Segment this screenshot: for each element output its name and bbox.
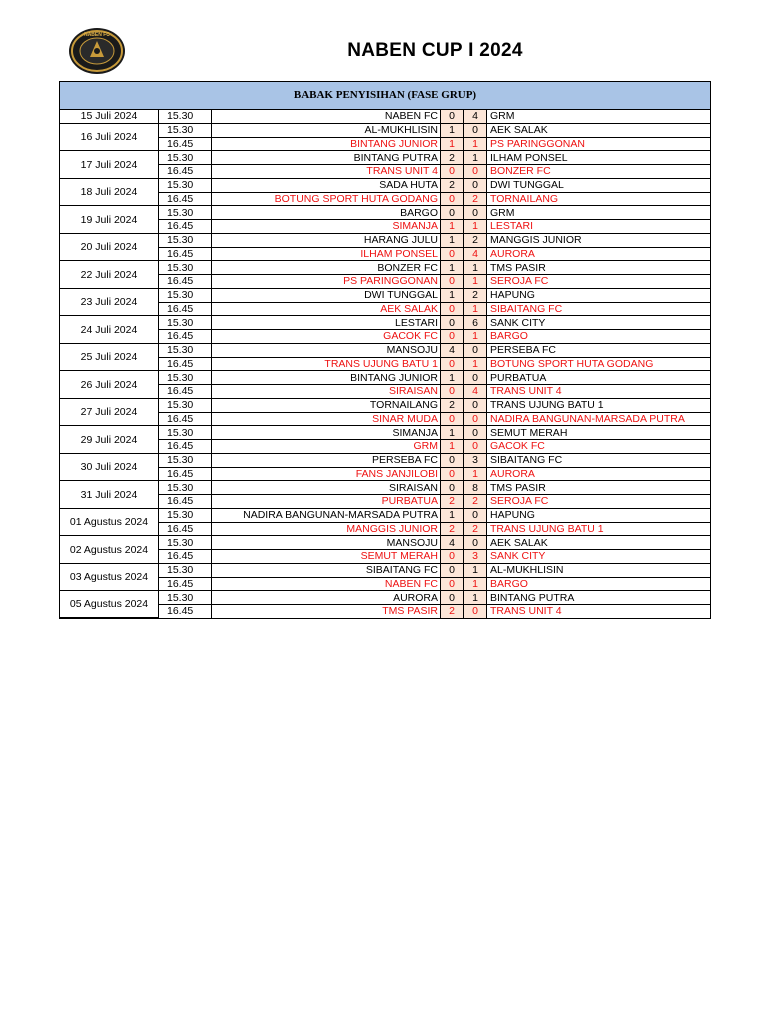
home-team: SIBAITANG FC: [212, 563, 441, 577]
naben-fc-logo: [68, 27, 126, 75]
table-row: [60, 178, 710, 192]
match-time: 16.45: [159, 357, 212, 371]
home-score: 0: [441, 330, 464, 344]
away-score: 0: [464, 605, 487, 618]
home-team: DWI TUNGGAL: [212, 288, 441, 302]
match-date: 29 Juli 2024: [60, 426, 159, 454]
home-team: TMS PASIR: [212, 605, 441, 618]
home-team: MANSOJU: [212, 343, 441, 357]
away-score: 0: [464, 123, 487, 137]
away-score: 1: [464, 591, 487, 605]
home-score: 0: [441, 275, 464, 289]
home-team: BINTANG JUNIOR: [212, 137, 441, 151]
away-team: PS PARINGGONAN: [487, 137, 711, 151]
phase-header: BABAK PENYISIHAN (FASE GRUP): [60, 82, 710, 110]
table-row: [60, 343, 710, 357]
home-score: 2: [441, 398, 464, 412]
home-score: 0: [441, 206, 464, 220]
match-time: 15.30: [159, 261, 212, 275]
match-time: 16.45: [159, 605, 212, 618]
table-row: [60, 371, 710, 385]
match-time: 16.45: [159, 165, 212, 179]
away-team: TORNAILANG: [487, 192, 711, 206]
home-team: MANSOJU: [212, 536, 441, 550]
match-time: 16.45: [159, 330, 212, 344]
table-row: [60, 398, 710, 412]
away-team: HAPUNG: [487, 288, 711, 302]
table-row: [60, 508, 710, 522]
match-date: 25 Juli 2024: [60, 343, 159, 371]
home-team: ILHAM PONSEL: [212, 247, 441, 261]
home-score: 0: [441, 412, 464, 426]
away-score: 0: [464, 343, 487, 357]
match-time: 15.30: [159, 536, 212, 550]
home-score: 0: [441, 385, 464, 399]
match-date: 20 Juli 2024: [60, 233, 159, 261]
away-team: TRANS UJUNG BATU 1: [487, 522, 711, 536]
match-time: 15.30: [159, 316, 212, 330]
match-time: 15.30: [159, 398, 212, 412]
home-team: PURBATUA: [212, 495, 441, 509]
away-score: 2: [464, 288, 487, 302]
table-row: [60, 110, 710, 123]
away-score: 1: [464, 137, 487, 151]
home-score: 2: [441, 495, 464, 509]
home-score: 1: [441, 123, 464, 137]
away-team: HAPUNG: [487, 508, 711, 522]
home-score: 0: [441, 550, 464, 564]
away-score: 1: [464, 151, 487, 165]
table-row: [60, 563, 710, 577]
table-row: [60, 288, 710, 302]
home-team: FANS JANJILOBI: [212, 467, 441, 481]
table-row: [60, 261, 710, 275]
home-team: SIRAISAN: [212, 481, 441, 495]
svg-text:NABEN FC: NABEN FC: [84, 32, 110, 38]
table-row: [60, 233, 710, 247]
match-time: 15.30: [159, 508, 212, 522]
away-score: 0: [464, 412, 487, 426]
match-time: 15.30: [159, 288, 212, 302]
match-date: 05 Agustus 2024: [60, 591, 159, 618]
home-score: 2: [441, 605, 464, 618]
table-row: [60, 426, 710, 440]
match-date: 01 Agustus 2024: [60, 508, 159, 536]
away-score: 2: [464, 192, 487, 206]
away-score: 0: [464, 508, 487, 522]
match-time: 16.45: [159, 302, 212, 316]
match-time: 15.30: [159, 481, 212, 495]
away-score: 1: [464, 467, 487, 481]
match-time: 16.45: [159, 412, 212, 426]
away-team: ILHAM PONSEL: [487, 151, 711, 165]
match-time: 16.45: [159, 440, 212, 454]
schedule-sheet: [59, 81, 711, 619]
away-score: 2: [464, 233, 487, 247]
home-team: TRANS UNIT 4: [212, 165, 441, 179]
home-team: PERSEBA FC: [212, 453, 441, 467]
away-team: DWI TUNGGAL: [487, 178, 711, 192]
home-score: 0: [441, 192, 464, 206]
away-team: SANK CITY: [487, 550, 711, 564]
away-score: 3: [464, 453, 487, 467]
away-team: LESTARI: [487, 220, 711, 234]
match-date: 22 Juli 2024: [60, 261, 159, 289]
away-team: AL-MUKHLISIN: [487, 563, 711, 577]
away-team: GACOK FC: [487, 440, 711, 454]
match-date: 24 Juli 2024: [60, 316, 159, 344]
home-team: SIMANJA: [212, 426, 441, 440]
home-score: 0: [441, 110, 464, 123]
match-time: 15.30: [159, 343, 212, 357]
match-time: 15.30: [159, 233, 212, 247]
match-date: 18 Juli 2024: [60, 178, 159, 206]
away-score: 0: [464, 426, 487, 440]
away-team: AURORA: [487, 247, 711, 261]
away-score: 0: [464, 178, 487, 192]
away-score: 1: [464, 261, 487, 275]
home-score: 4: [441, 343, 464, 357]
away-score: 1: [464, 275, 487, 289]
away-score: 1: [464, 357, 487, 371]
home-team: BOTUNG SPORT HUTA GODANG: [212, 192, 441, 206]
table-row: [60, 536, 710, 550]
away-team: SIBAITANG FC: [487, 453, 711, 467]
home-team: SIRAISAN: [212, 385, 441, 399]
match-table: [60, 110, 710, 618]
home-team: AEK SALAK: [212, 302, 441, 316]
away-team: NADIRA BANGUNAN-MARSADA PUTRA: [487, 412, 711, 426]
home-team: BINTANG PUTRA: [212, 151, 441, 165]
home-team: BONZER FC: [212, 261, 441, 275]
away-score: 4: [464, 385, 487, 399]
home-team: AL-MUKHLISIN: [212, 123, 441, 137]
away-team: TMS PASIR: [487, 261, 711, 275]
match-date: 31 Juli 2024: [60, 481, 159, 509]
away-team: BARGO: [487, 330, 711, 344]
home-team: AURORA: [212, 591, 441, 605]
match-time: 16.45: [159, 550, 212, 564]
table-row: [60, 591, 710, 605]
match-time: 16.45: [159, 137, 212, 151]
table-row: [60, 453, 710, 467]
match-time: 15.30: [159, 371, 212, 385]
match-time: 15.30: [159, 563, 212, 577]
home-score: 0: [441, 577, 464, 591]
away-score: 1: [464, 220, 487, 234]
match-time: 15.30: [159, 591, 212, 605]
home-score: 0: [441, 481, 464, 495]
match-date: 15 Juli 2024: [60, 110, 159, 123]
home-score: 2: [441, 151, 464, 165]
home-team: NABEN FC: [212, 577, 441, 591]
home-team: TORNAILANG: [212, 398, 441, 412]
match-date: 16 Juli 2024: [60, 123, 159, 151]
match-time: 16.45: [159, 220, 212, 234]
home-team: NADIRA BANGUNAN-MARSADA PUTRA: [212, 508, 441, 522]
match-time: 16.45: [159, 275, 212, 289]
away-team: BINTANG PUTRA: [487, 591, 711, 605]
away-score: 2: [464, 522, 487, 536]
away-team: MANGGIS JUNIOR: [487, 233, 711, 247]
home-team: SADA HUTA: [212, 178, 441, 192]
home-team: GRM: [212, 440, 441, 454]
away-team: PURBATUA: [487, 371, 711, 385]
away-team: BARGO: [487, 577, 711, 591]
home-score: 1: [441, 261, 464, 275]
home-team: SINAR MUDA: [212, 412, 441, 426]
match-time: 15.30: [159, 206, 212, 220]
match-date: 02 Agustus 2024: [60, 536, 159, 564]
page-title: NABEN CUP I 2024: [347, 40, 523, 61]
away-score: 2: [464, 495, 487, 509]
away-team: TRANS UNIT 4: [487, 385, 711, 399]
home-team: HARANG JULU: [212, 233, 441, 247]
home-score: 1: [441, 508, 464, 522]
match-time: 16.45: [159, 247, 212, 261]
away-team: AURORA: [487, 467, 711, 481]
home-team: SIMANJA: [212, 220, 441, 234]
match-time: 16.45: [159, 467, 212, 481]
home-score: 0: [441, 357, 464, 371]
away-team: SEROJA FC: [487, 495, 711, 509]
away-team: GRM: [487, 206, 711, 220]
away-team: SEMUT MERAH: [487, 426, 711, 440]
away-score: 4: [464, 110, 487, 123]
home-team: TRANS UJUNG BATU 1: [212, 357, 441, 371]
match-time: 15.30: [159, 453, 212, 467]
home-score: 0: [441, 453, 464, 467]
away-team: TRANS UNIT 4: [487, 605, 711, 618]
match-date: 03 Agustus 2024: [60, 563, 159, 591]
away-team: TRANS UJUNG BATU 1: [487, 398, 711, 412]
table-row: [60, 481, 710, 495]
match-time: 15.30: [159, 151, 212, 165]
table-row: [60, 206, 710, 220]
home-team: BINTANG JUNIOR: [212, 371, 441, 385]
away-score: 0: [464, 536, 487, 550]
match-date: 27 Juli 2024: [60, 398, 159, 426]
away-team: BONZER FC: [487, 165, 711, 179]
match-time: 16.45: [159, 385, 212, 399]
match-time: 16.45: [159, 192, 212, 206]
home-score: 1: [441, 288, 464, 302]
away-score: 0: [464, 206, 487, 220]
away-team: TMS PASIR: [487, 481, 711, 495]
table-row: [60, 123, 710, 137]
match-date: 26 Juli 2024: [60, 371, 159, 399]
away-score: 1: [464, 563, 487, 577]
match-time: 16.45: [159, 577, 212, 591]
away-team: SANK CITY: [487, 316, 711, 330]
away-team: AEK SALAK: [487, 536, 711, 550]
home-team: PS PARINGGONAN: [212, 275, 441, 289]
home-team: MANGGIS JUNIOR: [212, 522, 441, 536]
home-team: NABEN FC: [212, 110, 441, 123]
match-time: 16.45: [159, 495, 212, 509]
away-score: 0: [464, 371, 487, 385]
away-team: AEK SALAK: [487, 123, 711, 137]
home-team: SEMUT MERAH: [212, 550, 441, 564]
table-row: [60, 316, 710, 330]
away-score: 1: [464, 302, 487, 316]
away-team: PERSEBA FC: [487, 343, 711, 357]
match-time: 15.30: [159, 110, 212, 123]
match-time: 16.45: [159, 522, 212, 536]
home-score: 0: [441, 467, 464, 481]
home-score: 0: [441, 165, 464, 179]
home-score: 0: [441, 563, 464, 577]
match-time: 15.30: [159, 426, 212, 440]
home-score: 1: [441, 371, 464, 385]
away-team: BOTUNG SPORT HUTA GODANG: [487, 357, 711, 371]
home-score: 2: [441, 178, 464, 192]
match-date: 17 Juli 2024: [60, 151, 159, 179]
match-date: 30 Juli 2024: [60, 453, 159, 481]
away-score: 6: [464, 316, 487, 330]
home-score: 4: [441, 536, 464, 550]
match-table-body: [60, 110, 710, 618]
away-team: SIBAITANG FC: [487, 302, 711, 316]
away-score: 4: [464, 247, 487, 261]
table-row: [60, 151, 710, 165]
away-score: 0: [464, 398, 487, 412]
home-score: 1: [441, 233, 464, 247]
away-score: 1: [464, 577, 487, 591]
match-time: 15.30: [159, 123, 212, 137]
away-team: SEROJA FC: [487, 275, 711, 289]
away-score: 0: [464, 440, 487, 454]
home-score: 1: [441, 137, 464, 151]
away-score: 1: [464, 330, 487, 344]
home-score: 0: [441, 316, 464, 330]
match-date: 23 Juli 2024: [60, 288, 159, 316]
home-team: BARGO: [212, 206, 441, 220]
home-score: 1: [441, 220, 464, 234]
home-score: 1: [441, 426, 464, 440]
home-team: GACOK FC: [212, 330, 441, 344]
home-score: 0: [441, 247, 464, 261]
match-date: 19 Juli 2024: [60, 206, 159, 234]
home-score: 0: [441, 591, 464, 605]
away-score: 0: [464, 165, 487, 179]
match-time: 15.30: [159, 178, 212, 192]
home-score: 0: [441, 302, 464, 316]
away-team: GRM: [487, 110, 711, 123]
away-score: 3: [464, 550, 487, 564]
home-team: LESTARI: [212, 316, 441, 330]
home-score: 2: [441, 522, 464, 536]
away-score: 8: [464, 481, 487, 495]
home-score: 1: [441, 440, 464, 454]
